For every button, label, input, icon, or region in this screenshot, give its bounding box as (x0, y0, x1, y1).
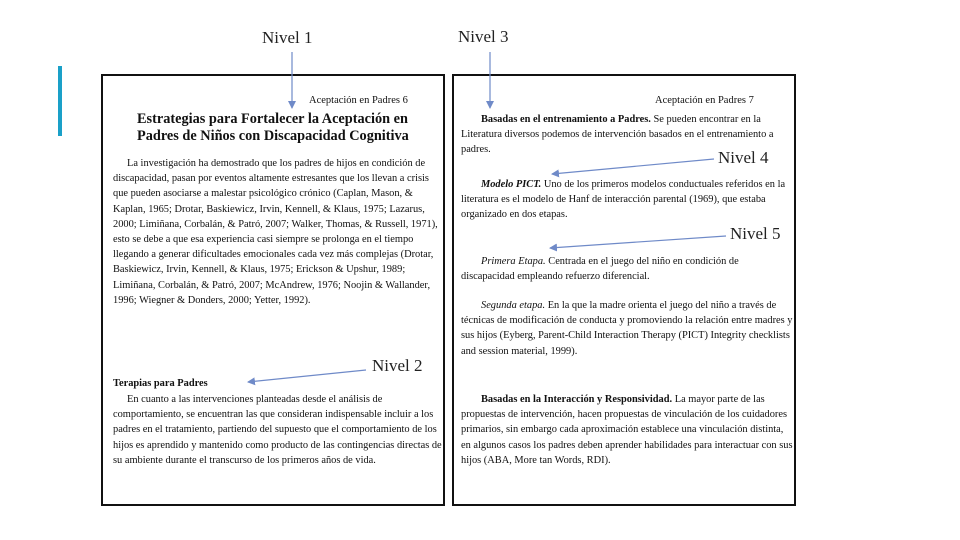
nivel-3-label: Nivel 3 (458, 27, 509, 46)
heading-modelo-pict: Modelo PICT. (481, 179, 542, 190)
nivel-1-label: Nivel 1 (262, 28, 313, 47)
section-heading-interaccion: Basadas en la Interacción y Responsividad. (481, 394, 673, 405)
page-header-left: Aceptación en Padres 6 (309, 95, 408, 106)
heading-segunda-etapa: Segunda etapa. (481, 300, 546, 311)
modelo-pict-text: Uno de los primeros modelos conductuales referidos en la literatura es el modelo de Hanf de interacción parental (1969), que estaba organizado en dos etapas. (461, 179, 786, 221)
section-heading-entrenamiento: Basadas en el entrenamiento a Padres. (481, 114, 651, 125)
terapias-paragraph: En cuanto a las intervenciones planteadas desde el análisis de comportamiento, se encuentran las que consideran indispensable incluir a los padres en el tratamiento, partiendo del supuesto que el comportamiento de los hijos es aprendido y mantenido como producto de las contingencias directas de su ambiente durante el transcurso de los primeros años de vida. (113, 394, 442, 466)
primera-etapa-text: Centrada en el juego del niño en condición de discapacidad empleando refuerzo diferencial. (461, 256, 739, 283)
section-primera-etapa (461, 254, 794, 284)
nivel-5-label: Nivel 5 (730, 224, 781, 243)
document-page-right (452, 74, 796, 506)
entrenamiento-text: Se pueden encontrar en la Literatura diversos podemos de intervención basados en el entrenamiento a padres. (461, 114, 774, 156)
interaccion-text: La mayor parte de las propuestas de intervención, hacen propuestas de vinculación de los cuidadores primarios, sin embargo cada aproximación establece una vinculación distinta, en algunos casos los padres deben aprender habilidades para interactuar con sus hijos (ABA, More tan Words, RDI). (461, 394, 793, 466)
section-modelo-pict (461, 177, 794, 223)
intro-paragraph: La investigación ha demostrado que los padres de hijos en condición de discapacidad, pasan por eventos altamente estresantes que los llevan a crisis que pueden asociarse a malestar psicológico crónico (Caplan, Mason, & Kaplan, 1965; Drotar, Baskiewicz, Irvin, Kennell, & Klaus, 1975; Lazarus, 2000; Limiñana, Corbalán, & Patró, 2007; Walker, Thomas, & Russell, 1971), esto se debe a que esa experiencia casi siempre se prolonga en el tiempo llegando a generar dificultades emocionales cada vez más complejas (Drotar, Baskiewicz, Irvin, Kennell, & Klaus, 1975; Erickson & Upshur, 1989; Limiñana, Corbalán, & Patró, 2007; McAndrew, 1976; Noojin & Wallander, 1996; Wiegner & Donders, 2000; Yetter, 1992). (113, 158, 438, 306)
document-title: Estrategias para Fortalecer la Aceptación en Padres de Niños con Discapacidad Cognitiva (137, 111, 409, 144)
section-interaccion (461, 392, 794, 468)
segunda-etapa-text: En la que la madre orienta el juego del niño a través de técnicas de modificación de conducta y promoviendo la relación entre madres y sus hijos (Eyberg, Parent-Child Interaction Therapy (PICT) Integrity checklists and session material, 1999). (461, 300, 793, 357)
section-heading-terapias: Terapias para Padres (113, 378, 208, 389)
page-header-right: Aceptación en Padres 7 (655, 95, 754, 106)
nivel-2-label: Nivel 2 (372, 356, 423, 375)
document-page-left (101, 74, 445, 506)
heading-primera-etapa: Primera Etapa. (481, 256, 546, 267)
nivel-4-label: Nivel 4 (718, 148, 769, 167)
accent-bar (58, 66, 62, 136)
section-segunda-etapa (461, 298, 794, 359)
